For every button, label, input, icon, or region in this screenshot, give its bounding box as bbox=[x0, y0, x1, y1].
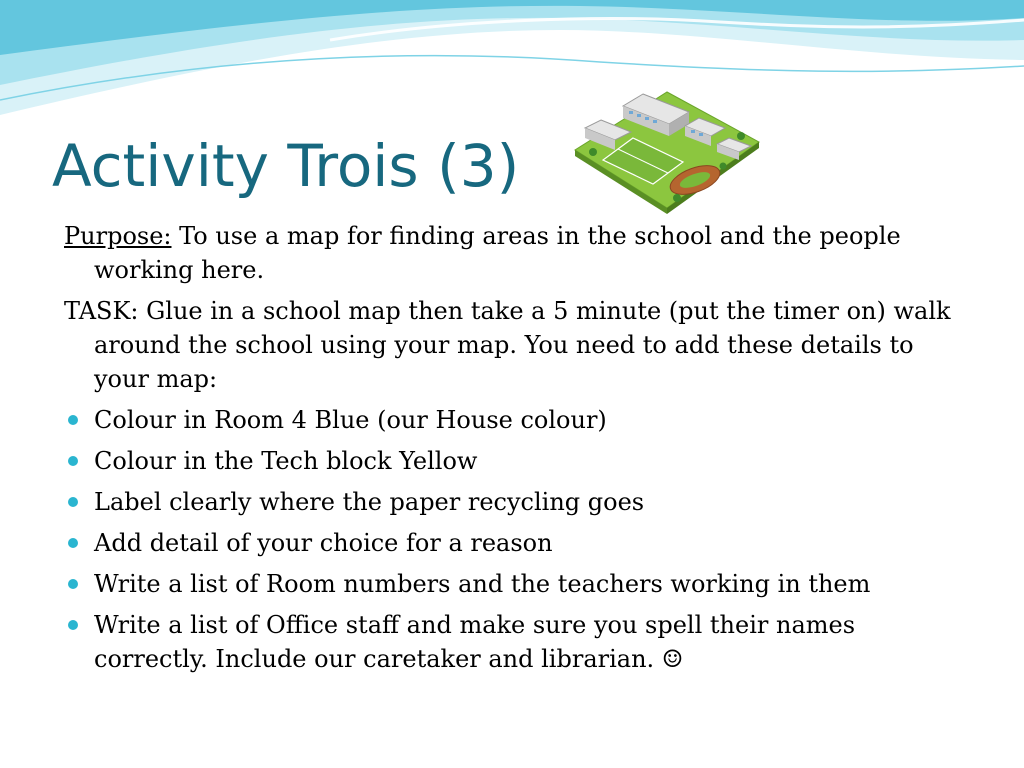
list-item-text: Colour in the Tech block Yellow bbox=[94, 447, 478, 475]
list-item bbox=[64, 567, 964, 601]
school-campus-map-icon bbox=[573, 80, 761, 215]
bullet-icon bbox=[68, 415, 78, 425]
purpose-label: Purpose: bbox=[64, 222, 172, 250]
bullet-icon bbox=[68, 620, 78, 630]
list-item-text: Write a list of Room numbers and the teachers working in them bbox=[94, 570, 871, 598]
list-item-text: Label clearly where the paper recycling goes bbox=[94, 488, 645, 516]
list-item bbox=[64, 485, 964, 519]
bullet-icon bbox=[68, 497, 78, 507]
bullet-icon bbox=[68, 579, 78, 589]
list-item-text: Write a list of Office staff and make sure you spell their names correctly. Include our caretaker and librarian. ☺ bbox=[94, 611, 856, 673]
list-item bbox=[64, 444, 964, 478]
list-item bbox=[64, 526, 964, 560]
task-paragraph: TASK: Glue in a school map then take a 5 minute (put the timer on) walk around the school using your map. You need to add these details to your map: bbox=[64, 297, 951, 393]
list-item bbox=[64, 403, 964, 437]
list-item bbox=[64, 608, 964, 676]
header-waves-decoration bbox=[0, 0, 1024, 130]
list-item-text: Add detail of your choice for a reason bbox=[94, 529, 553, 557]
body-text bbox=[64, 219, 964, 683]
purpose-text: To use a map for finding areas in the school and the people working here. bbox=[94, 222, 901, 284]
bullet-icon bbox=[68, 456, 78, 466]
list-item-text: Colour in Room 4 Blue (our House colour) bbox=[94, 406, 607, 434]
page-title: Activity Trois (3) bbox=[52, 132, 520, 200]
bullet-icon bbox=[68, 538, 78, 548]
purpose-paragraph bbox=[64, 219, 964, 287]
task-details-list bbox=[64, 403, 964, 676]
